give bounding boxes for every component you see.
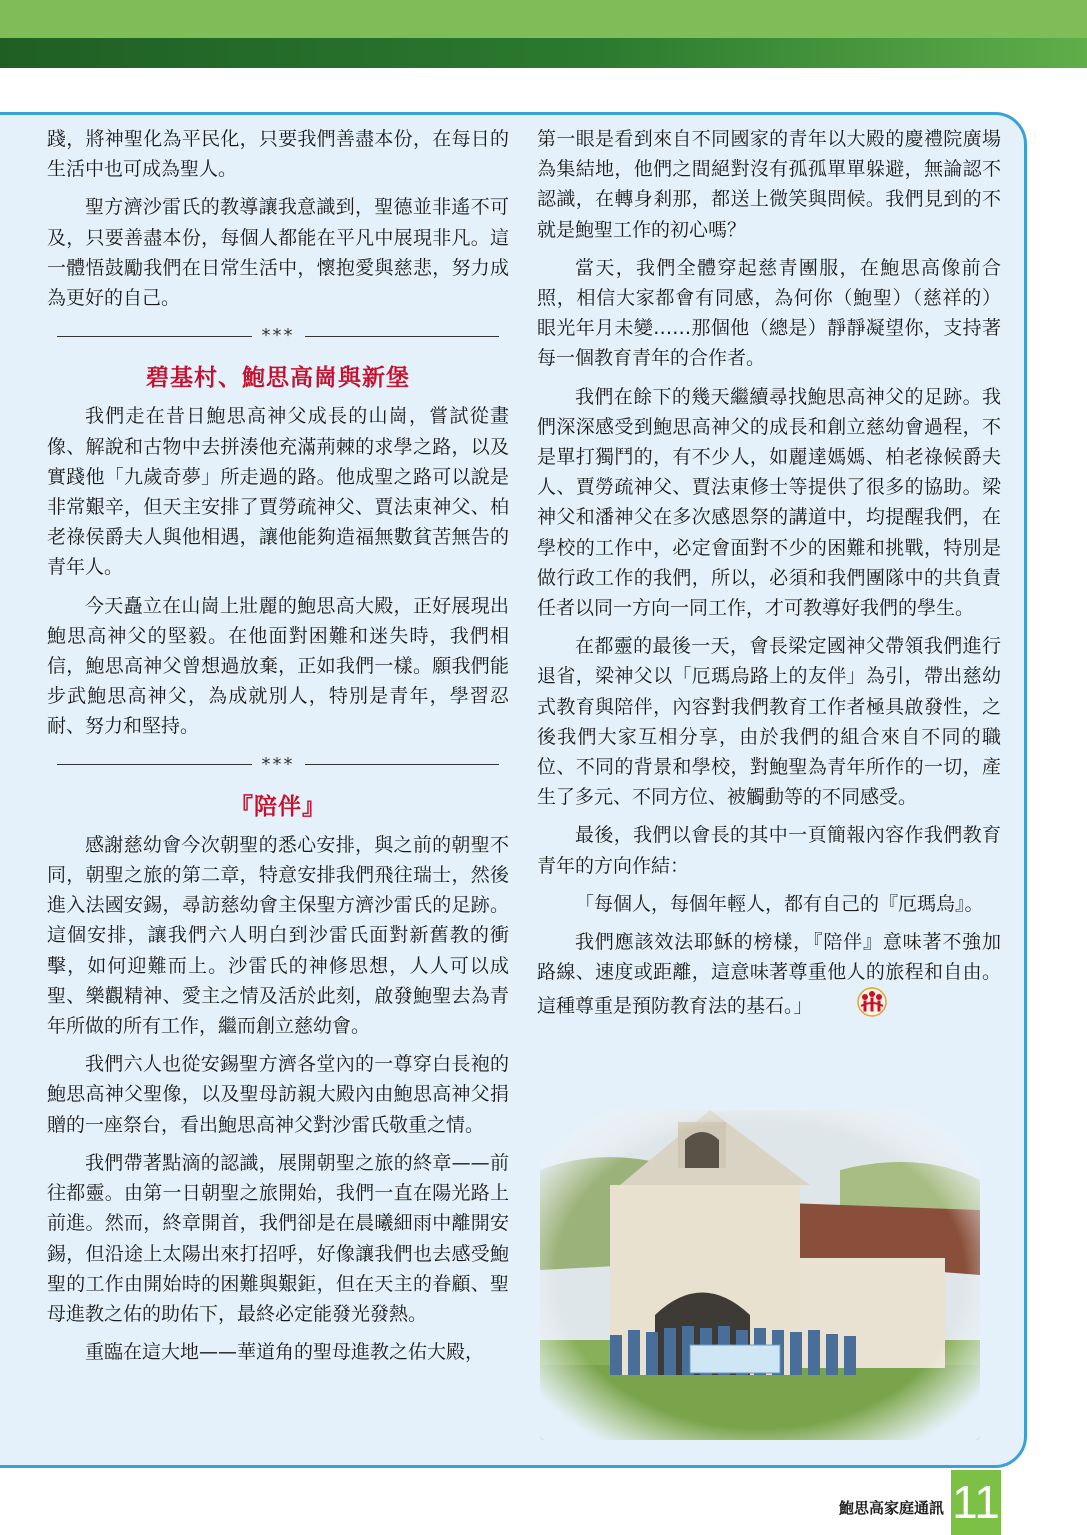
page-number: 11 — [951, 1470, 1001, 1535]
section-divider: *** — [57, 750, 499, 780]
paragraph: 第一眼是看到來自不同國家的青年以大殿的慶禮院廣場為集結地，他們之間絕對沒有孤孤單單躲避，無論認不認識，在轉身剎那，都送上微笑與問候。我們見到的不就是鮑聖工作的初心嗎？ — [537, 128, 1001, 241]
paragraph-text: 我們應該效法耶穌的榜樣，『陪伴』意味著不強加路線、速度或距離，這意味著尊重他人的旅程和自由。這種尊重是預防教育法的基石。」 — [537, 931, 1001, 1018]
paragraph: 當天，我們全體穿起慈青團服，在鮑思高像前合照，相信大家都會有同感，為何你（鮑聖）（慈祥的）眼光年月未變……那個他（總是）靜靜凝望你，支持著每一個教育青年的合作者。 — [537, 256, 1001, 370]
section-heading: 碧基村、鮑思高崗與新堡 — [146, 365, 410, 392]
paragraph: 今天矗立在山崗上壯麗的鮑思高大殿，正好展現出鮑思高神父的堅毅。在他面對困難和迷失時，我們相信，鮑思高神父曾想過放棄，正如我們一樣。願我們能步武鮑思高神父，為成就別人，特別是青年，學習忍耐、努力和堅持。 — [47, 594, 509, 738]
publication-name: 鮑思高家庭通訊 — [838, 1499, 944, 1517]
section-heading: 『陪伴』 — [230, 793, 326, 820]
paragraph: 我們走在昔日鮑思高神父成長的山崗，嘗試從畫像、解說和古物中去拼湊他充滿荊棘的求學之路，以及實踐他「九歲奇夢」所走過的路。他成聖之路可以說是非常艱辛，但天主安排了賈勞疏神父、賈法東神父、柏老祿侯爵夫人與他相遇，讓他能夠造福無數貧苦無告的青年人。 — [47, 405, 509, 579]
paragraph: 最後，我們以會長的其中一頁簡報內容作我們教育青年的方向作結： — [537, 824, 1001, 877]
paragraph-with-end-mark — [537, 927, 1001, 1027]
header-band-light — [0, 0, 1087, 38]
paragraph: 「每個人，每個年輕人，都有自己的『厄瑪烏』。 — [575, 892, 984, 915]
left-column — [47, 124, 509, 1375]
paragraph: 聖方濟沙雷氏的教導讓我意識到，聖德並非遙不可及，只要善盡本份，每個人都能在平凡中展現非凡。這一體悟鼓勵我們在日常生活中，懷抱愛與慈悲，努力成為更好的自己。 — [47, 196, 509, 310]
paragraph: 我們帶著點滴的認識，展開朝聖之旅的終章——前往都靈。由第一日朝聖之旅開始，我們一直在陽光路上前進。然而，終章開首，我們卻是在晨曦細雨中離開安錫，但沿途上太陽出來打招呼，好像讓我們也去感受鮑聖的工作由開始時的困難與艱鉅，但在天主的眷顧、聖母進教之佑的助佑下，最終必定能發光發熱。 — [47, 1151, 509, 1325]
paragraph: 重臨在這大地——華道角的聖母進教之佑大殿， — [85, 1341, 485, 1364]
chapel-illustration — [540, 1110, 980, 1440]
group-photo-chapel — [540, 1110, 980, 1440]
section-divider: *** — [57, 321, 499, 351]
salesian-family-logo-icon — [819, 987, 887, 1026]
paragraph: 感謝慈幼會今次朝聖的悉心安排，與之前的朝聖不同，朝聖之旅的第二章，特意安排我們飛往瑞士，然後進入法國安錫，尋訪慈幼會主保聖方濟沙雷氏的足跡。這個安排，讓我們六人明白到沙雷氏面對新舊教的衝擊，如何迎難而上。沙雷氏的神修思想，人人可以成聖、樂觀精神、愛主之情及活於此刻，啟發鮑聖去為青年所做的所有工作，繼而創立慈幼會。 — [47, 833, 509, 1038]
paragraph: 在都靈的最後一天，會長梁定國神父帶領我們進行退省，梁神父以「厄瑪烏路上的友伴」為引，帶出慈幼式教育與陪伴，內容對我們教育工作者極具啟發性，之後我們大家互相分享，由於我們的組合來自不同的職位、不同的背景和學校，對鮑聖為青年所作的一切，產生了多元、不同方位、被觸動等的不同感受。 — [537, 635, 1001, 809]
header-band-dark — [0, 38, 1087, 68]
paragraph: 我們在餘下的幾天繼續尋找鮑思高神父的足跡。我們深深感受到鮑思高神父的成長和創立慈幼會過程，不是單打獨鬥的，有不少人，如麗達媽媽、柏老祿候爵夫人、賈勞疏神父、賈法東修士等提供了很多的協助。梁神父和潘神父在多次感恩祭的講道中，均提醒我們，在學校的工作中，必定會面對不少的困難和挑戰，特別是做行政工作的我們，所以，必須和我們團隊中的共負責任者以同一方向一同工作，才可教導好我們的學生。 — [537, 385, 1001, 620]
right-column — [537, 124, 1001, 1035]
paragraph: 踐，將神聖化為平民化，只要我們善盡本份，在每日的生活中也可成為聖人。 — [47, 128, 509, 181]
paragraph: 我們六人也從安錫聖方濟各堂內的一尊穿白長袍的鮑思高神父聖像，以及聖母訪親大殿內由鮑思高神父捐贈的一座祭台，看出鮑思高神父對沙雷氏敬重之情。 — [47, 1053, 509, 1136]
